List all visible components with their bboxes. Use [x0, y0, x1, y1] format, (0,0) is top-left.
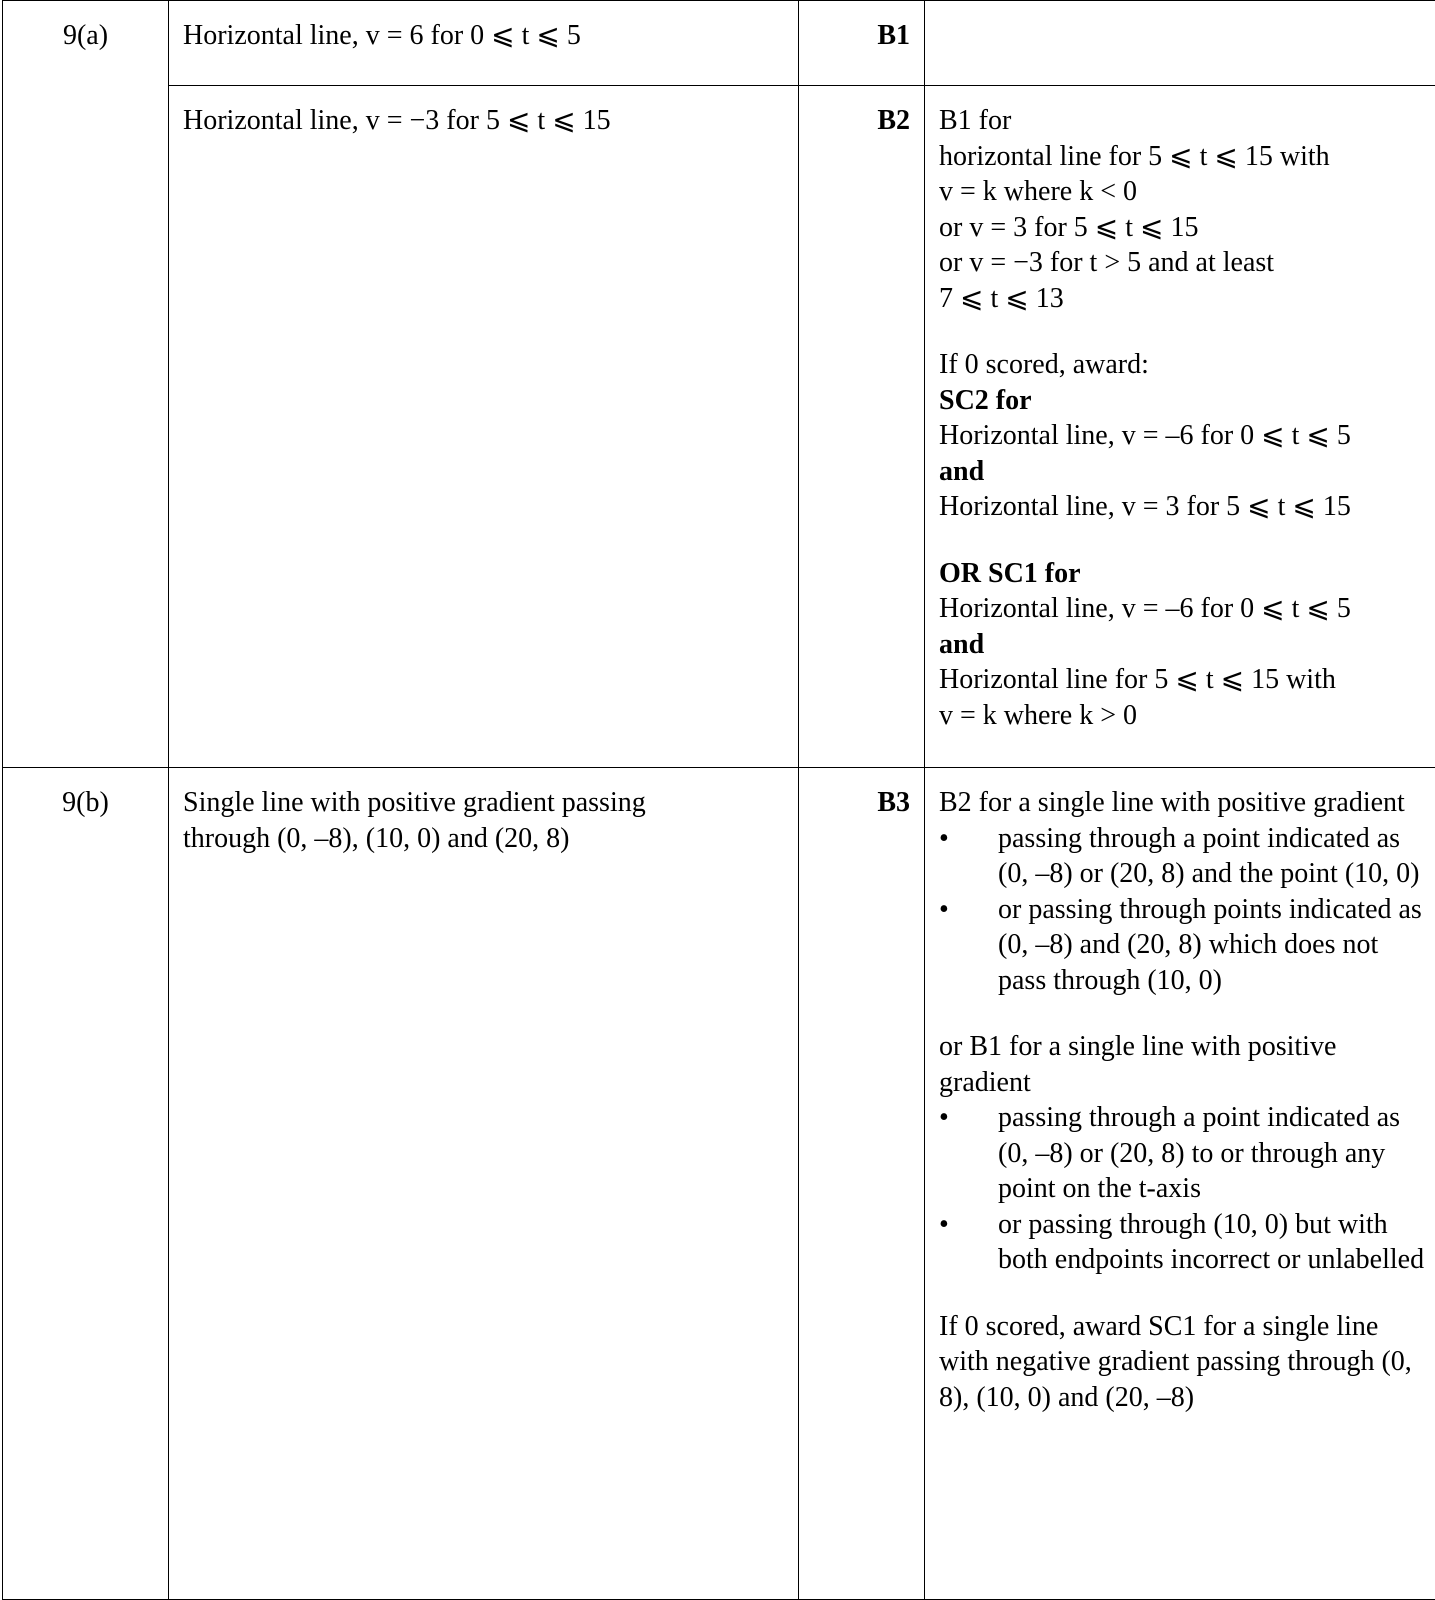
- guidance-line: Horizontal line for 5 ⩽ t ⩽ 15 with: [939, 662, 1427, 698]
- sc1-note: If 0 scored, award SC1 for a single line with negative gradient passing through (0, 8), (10, 0) and (20, –8): [939, 1309, 1427, 1416]
- bullet-text: or passing through points indicated as (0, –8) and (20, 8) which does not pass through (10, 0): [998, 894, 1422, 996]
- bullet-icon: •: [939, 1207, 959, 1243]
- guidance-line: 7 ⩽ t ⩽ 13: [939, 281, 1427, 317]
- table-row: [3, 768, 1435, 1600]
- list-item: [939, 821, 1427, 892]
- marks-cell: [799, 86, 925, 768]
- guidance-line: If 0 scored, award:: [939, 347, 1427, 383]
- b2-intro: B2 for a single line with positive gradient: [939, 785, 1427, 821]
- guidance-line: or v = 3 for 5 ⩽ t ⩽ 15: [939, 210, 1427, 246]
- guidance-line: horizontal line for 5 ⩽ t ⩽ 15 with: [939, 139, 1427, 175]
- question-label: 9(b): [62, 787, 109, 818]
- guidance-cell: [925, 86, 1435, 768]
- guidance-line: B1 for: [939, 103, 1427, 139]
- guidance-line: v = k where k > 0: [939, 698, 1427, 734]
- bullet-text: passing through a point indicated as (0, –8) or (20, 8) and the point (10, 0): [998, 823, 1419, 890]
- answer-line: Single line with positive gradient passing: [183, 785, 790, 821]
- guidance-line: Horizontal line, v = –6 for 0 ⩽ t ⩽ 5: [939, 591, 1427, 627]
- bullet-icon: •: [939, 892, 959, 928]
- b1-intro: or B1 for a single line with positive gradient: [939, 1029, 1427, 1100]
- bullet-text: or passing through (10, 0) but with both endpoints incorrect or unlabelled: [998, 1209, 1424, 1276]
- guidance-block: [939, 556, 1427, 734]
- guidance-line: and: [939, 627, 1427, 663]
- mark-scheme-table: [2, 0, 1435, 1600]
- marks-label: B1: [877, 20, 910, 51]
- answer-cell: [169, 768, 799, 1600]
- guidance-line: OR SC1 for: [939, 556, 1427, 592]
- bullet-icon: •: [939, 821, 959, 857]
- b1-bullet-list: [939, 1100, 1427, 1278]
- guidance-line: SC2 for: [939, 383, 1427, 419]
- table-row: [3, 86, 1435, 768]
- question-number: [3, 768, 169, 1600]
- table-row: [3, 1, 1435, 86]
- answer-cell: [169, 1, 799, 86]
- guidance-cell: [925, 1, 1435, 86]
- b2-bullet-list: [939, 821, 1427, 999]
- guidance-line: Horizontal line, v = 3 for 5 ⩽ t ⩽ 15: [939, 489, 1427, 525]
- answer-cell: [169, 86, 799, 768]
- guidance-block: [939, 103, 1427, 316]
- bullet-icon: •: [939, 1100, 959, 1136]
- guidance-line: v = k where k < 0: [939, 174, 1427, 210]
- list-item: [939, 1100, 1427, 1207]
- question-number: [3, 1, 169, 86]
- list-item: [939, 892, 1427, 999]
- answer-text: Horizontal line, v = −3 for 5 ⩽ t ⩽ 15: [183, 105, 611, 136]
- marks-cell: [799, 768, 925, 1600]
- guidance-line: and: [939, 454, 1427, 490]
- guidance-block: [939, 347, 1427, 525]
- marks-cell: [799, 1, 925, 86]
- marks-label: B2: [877, 105, 910, 136]
- question-number: [3, 86, 169, 768]
- bullet-text: passing through a point indicated as (0, –8) or (20, 8) to or through any point on the t-axis: [998, 1102, 1400, 1204]
- guidance-line: or v = −3 for t > 5 and at least: [939, 245, 1427, 281]
- question-label: 9(a): [63, 20, 108, 51]
- answer-line: through (0, –8), (10, 0) and (20, 8): [183, 821, 790, 857]
- guidance-cell: [925, 768, 1435, 1600]
- answer-text: Horizontal line, v = 6 for 0 ⩽ t ⩽ 5: [183, 20, 581, 51]
- marks-label: B3: [877, 787, 910, 818]
- guidance-line: Horizontal line, v = –6 for 0 ⩽ t ⩽ 5: [939, 418, 1427, 454]
- list-item: [939, 1207, 1427, 1278]
